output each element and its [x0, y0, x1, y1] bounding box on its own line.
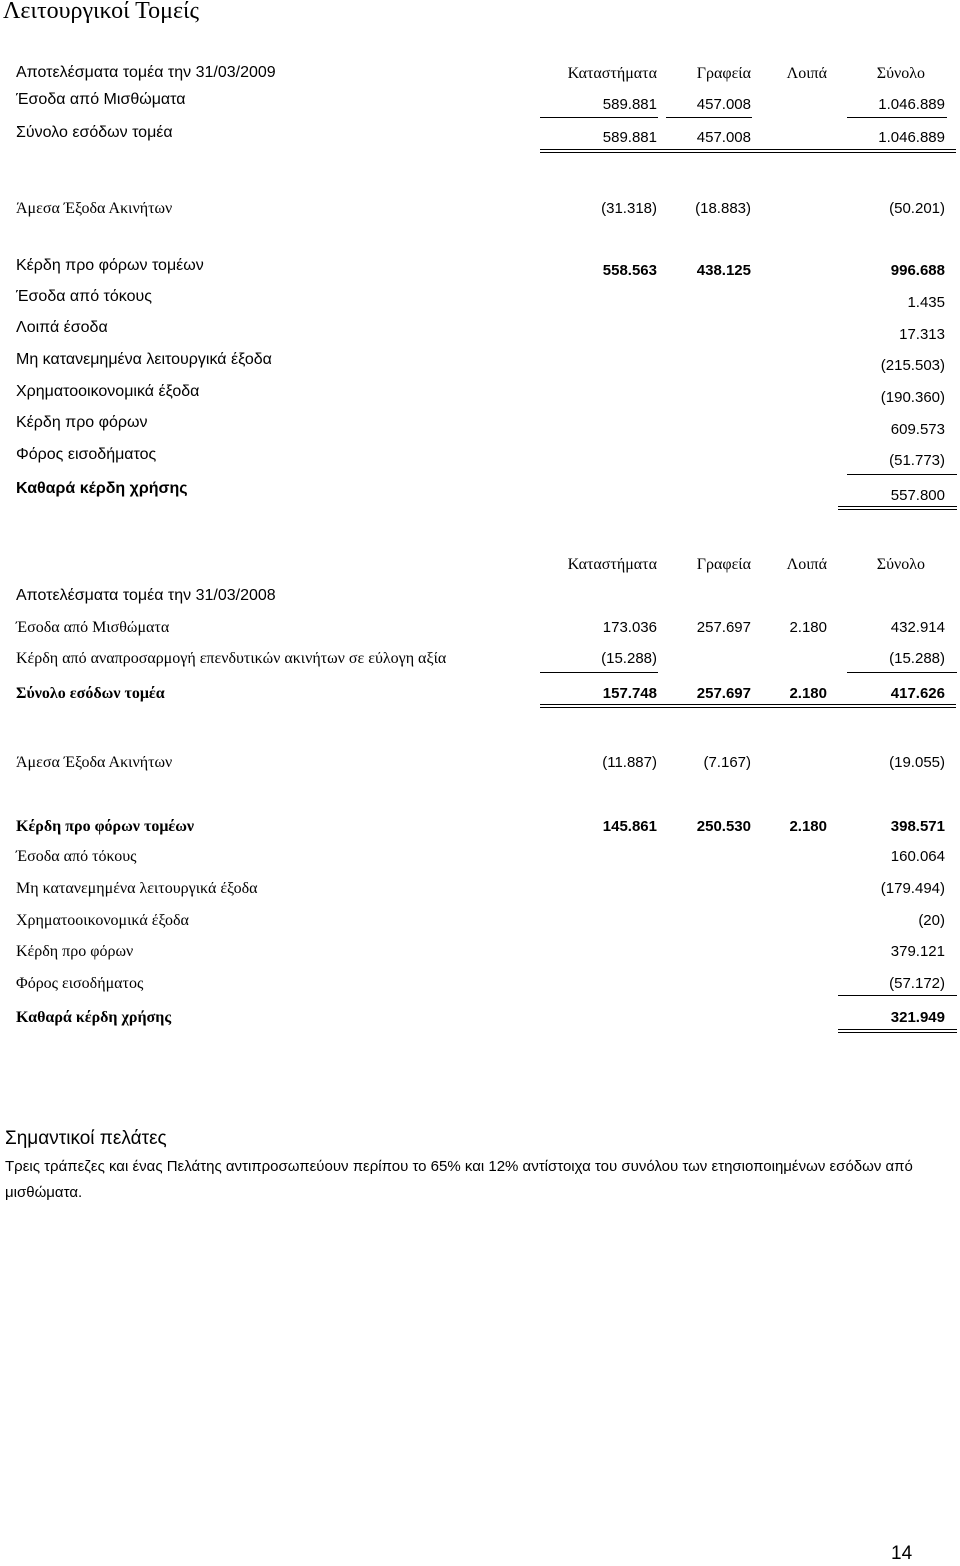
cell-total: (179.494): [880, 880, 945, 897]
row-label: Έσοδα από τόκους: [16, 288, 152, 305]
header-offices: Γραφεία: [696, 556, 751, 573]
key-clients-heading: Σημαντικοί πελάτες: [5, 1128, 167, 1149]
cell-total: 160.064: [890, 848, 945, 865]
cell-total: (20): [918, 912, 945, 929]
row-label: Λοιπά έσοδα: [16, 319, 108, 336]
header-other: Λοιπά: [786, 65, 827, 82]
cell-total: 1.046.889: [878, 129, 945, 146]
cell-total: (19.055): [889, 754, 945, 771]
header-total: Σύνολο: [876, 65, 925, 82]
cell-offices: 250.530: [696, 818, 751, 835]
rule: [540, 117, 658, 118]
header-stores: Καταστήματα: [567, 556, 657, 573]
row-label: Άμεσα Έξοδα Ακινήτων: [16, 200, 173, 217]
cell-total: (50.201): [889, 200, 945, 217]
cell-offices: (7.167): [703, 754, 751, 771]
cell-other: 2.180: [789, 818, 827, 835]
rule: [847, 474, 957, 475]
cell-other: 2.180: [789, 685, 827, 702]
rule: [847, 672, 957, 673]
cell-stores: (31.318): [601, 200, 657, 217]
cell-stores: 589.881: [602, 129, 657, 146]
cell-total: 996.688: [890, 262, 945, 279]
cell-other: 2.180: [789, 619, 827, 636]
row-label: Κέρδη προ φόρων τομέων: [16, 257, 204, 274]
row-label: Σύνολο εσόδων τομέα: [16, 685, 165, 702]
row-label: Κέρδη προ φόρων τομέων: [16, 818, 195, 835]
cell-stores: 173.036: [602, 619, 657, 636]
header-offices: Γραφεία: [696, 65, 751, 82]
double-rule: [838, 1029, 957, 1033]
header-other: Λοιπά: [786, 556, 827, 573]
cell-offices: 257.697: [696, 619, 751, 636]
cell-total: (57.172): [889, 975, 945, 992]
row-label: Μη κατανεμημένα λειτουργικά έξοδα: [16, 880, 258, 897]
cell-total: (190.360): [880, 389, 945, 406]
cell-total: 1.435: [907, 294, 945, 311]
cell-total: 417.626: [890, 685, 945, 702]
section-2009-title: Αποτελέσματα τομέα την 31/03/2009: [16, 64, 276, 81]
cell-total: (215.503): [880, 357, 945, 374]
cell-offices: (18.883): [695, 200, 751, 217]
cell-stores: (11.887): [602, 754, 657, 771]
cell-total: (15.288): [889, 650, 945, 667]
cell-total: 321.949: [890, 1009, 945, 1026]
cell-stores: 558.563: [602, 262, 657, 279]
rule: [847, 117, 947, 118]
double-rule: [838, 506, 957, 510]
cell-offices: 257.697: [696, 685, 751, 702]
row-label: Άμεσα Έξοδα Ακινήτων: [16, 754, 173, 771]
row-label: Κέρδη προ φόρων: [16, 414, 148, 431]
cell-total: 557.800: [890, 487, 945, 504]
row-label: Έσοδα από Μισθώματα: [16, 91, 186, 108]
header-stores: Καταστήματα: [567, 65, 657, 82]
cell-stores: (15.288): [601, 650, 657, 667]
double-rule: [540, 704, 956, 708]
row-label: Έσοδα από τόκους: [16, 848, 137, 865]
row-label: Κέρδη από αναπροσαρμογή επενδυτικών ακινήτων σε εύλογη αξία: [16, 650, 447, 667]
row-label: Μη κατανεμημένα λειτουργικά έξοδα: [16, 351, 272, 368]
cell-total: 379.121: [890, 943, 945, 960]
page-title: Λειτουργικοί Τομείς: [3, 0, 200, 24]
cell-total: (51.773): [889, 452, 945, 469]
cell-offices: 438.125: [696, 262, 751, 279]
cell-total: 432.914: [890, 619, 945, 636]
double-rule: [540, 149, 956, 153]
cell-offices: 457.008: [696, 129, 751, 146]
cell-total: 398.571: [890, 818, 945, 835]
rule: [838, 995, 957, 996]
cell-stores: 157.748: [602, 685, 657, 702]
header-total: Σύνολο: [876, 556, 925, 573]
cell-stores: 589.881: [602, 96, 657, 113]
rule: [666, 117, 752, 118]
cell-offices: 457.008: [696, 96, 751, 113]
row-label: Κέρδη προ φόρων: [16, 943, 134, 960]
cell-total: 1.046.889: [878, 96, 945, 113]
row-label: Καθαρά κέρδη χρήσης: [16, 480, 188, 497]
row-label: Φόρος εισοδήματος: [16, 975, 144, 992]
page-number: 14: [891, 1543, 913, 1564]
row-label: Φόρος εισοδήματος: [16, 446, 157, 463]
row-label: Σύνολο εσόδων τομέα: [16, 124, 173, 141]
cell-total: 609.573: [890, 421, 945, 438]
key-clients-text: Τρεις τράπεζες και ένας Πελάτης αντιπροσωπεύουν περίπου το 65% και 12% αντίστοιχα του συνόλου των ετησιοποιημένων εσόδων από μισθώματα.: [5, 1158, 913, 1201]
row-label: Έσοδα από Μισθώματα: [16, 619, 170, 636]
row-label: Καθαρά κέρδη χρήσης: [16, 1009, 172, 1026]
row-label: Χρηματοοικονομικά έξοδα: [16, 912, 189, 929]
rule: [540, 672, 658, 673]
section-2008-title: Αποτελέσματα τομέα την 31/03/2008: [16, 587, 276, 604]
cell-total: 17.313: [899, 326, 945, 343]
cell-stores: 145.861: [602, 818, 657, 835]
row-label: Χρηματοοικονομικά έξοδα: [16, 383, 200, 400]
